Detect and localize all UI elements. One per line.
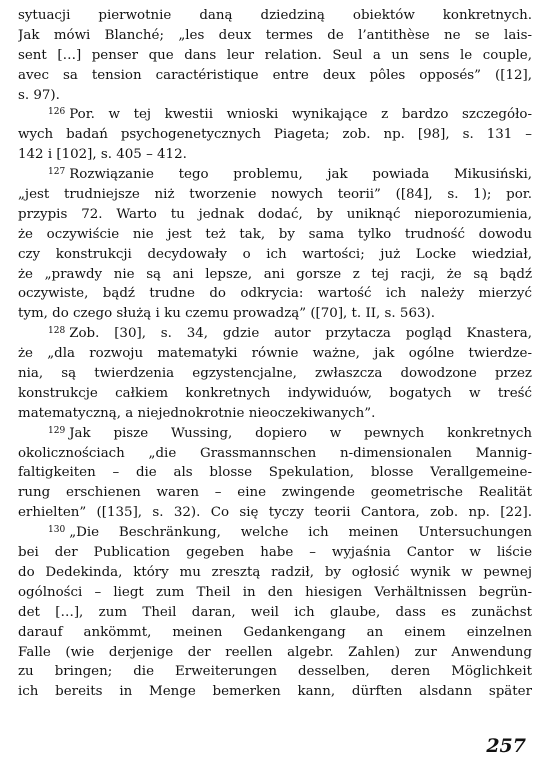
text-line: 142 i [102], s. 405 – 412. bbox=[18, 147, 187, 163]
footnote-first-line bbox=[18, 324, 532, 344]
text-line: że oczywiście nie jest też tak, by sama tylko trudność dowodu bbox=[18, 226, 532, 242]
text-line: faltigkeiten – die als blosse Spekulation, blosse Verallgemeine- bbox=[18, 465, 532, 481]
text-line: tym, do czego służą i ku czemu prowadzą” ([70], t. II, s. 563). bbox=[18, 306, 435, 322]
text-line: sytuacji pierwotnie daną dziedziną obiektów konkretnych. bbox=[18, 8, 532, 23]
paragraph-continuation bbox=[18, 6, 532, 105]
text-line: konstrukcje całkiem konkretnych indywiduów, bogatych w treść bbox=[18, 385, 532, 401]
text-line: „Die Beschränkung, welche ich meinen Untersuchungen bbox=[69, 525, 532, 541]
footnote-number: 126 bbox=[48, 107, 66, 118]
text-line: rung erschienen waren – eine zwingende geometrische Realität bbox=[18, 485, 532, 501]
footnote-127 bbox=[18, 165, 532, 324]
footnote-first-line bbox=[18, 165, 532, 185]
page-number: 257 bbox=[486, 735, 526, 757]
text-line: sent […] penser que dans leur relation. Seul a un sens le couple, bbox=[18, 47, 532, 63]
text-line: avec sa tension caractéristique entre deux pôles opposés” ([12], bbox=[18, 67, 532, 83]
footnote-first-line bbox=[18, 105, 532, 125]
text-line: oczywiste, bądź trudne do odkrycia: wartość ich należy mierzyć bbox=[18, 286, 532, 302]
text-line: że „dla rozwoju matematyki równie ważne, jak ogólne twierdze- bbox=[18, 346, 532, 362]
body-text bbox=[18, 6, 532, 702]
text-line: erhielten” ([135], s. 32). Co się tyczy teorii Cantora, zob. np. [22]. bbox=[18, 505, 532, 521]
text-line: Jak mówi Blanché; „les deux termes de l’antithèse ne se lais- bbox=[18, 27, 532, 43]
text-line: Falle (wie derjenige der reellen algebr. Zahlen) zur Anwendung bbox=[18, 644, 532, 660]
footnote-130 bbox=[18, 523, 532, 702]
text-line: przypis 72. Warto tu jednak dodać, by uniknąć nieporozumienia, bbox=[18, 206, 532, 222]
text-line: nia, są twierdzenia egzystencjalne, zwłaszcza dowodzone przez bbox=[18, 366, 532, 382]
text-line: bei der Publication gegeben habe – wyjaśnia Cantor w liście bbox=[18, 545, 532, 561]
footnote-129 bbox=[18, 424, 532, 523]
text-line: darauf ankömmt, meinen Gedankengang an einem einzelnen bbox=[18, 624, 532, 640]
text-line: ogólności – liegt zum Theil in den hiesigen Verhältnissen begrün- bbox=[18, 584, 532, 600]
footnote-number: 128 bbox=[48, 326, 66, 337]
footnote-number: 129 bbox=[48, 425, 66, 436]
text-line: że „prawdy nie są ani lepsze, ani gorsze z tej racji, że są bądź bbox=[18, 266, 532, 282]
text-line: zu bringen; die Erweiterungen desselben, deren Möglichkeit bbox=[18, 664, 532, 680]
footnote-126 bbox=[18, 105, 532, 165]
text-line: Jak pisze Wussing, dopiero w pewnych konkretnych bbox=[69, 425, 532, 441]
text-line: do Dedekinda, który mu zresztą radził, by ogłosić wynik w pewnej bbox=[18, 564, 532, 580]
footnote-first-line bbox=[18, 523, 532, 543]
text-line: matematyczną, a niejednokrotnie nieoczekiwanych”. bbox=[18, 405, 376, 421]
text-line: okolicznościach „die Grassmannschen n-dimensionalen Mannig- bbox=[18, 445, 532, 461]
text-line: wych badań psychogenetycznych Piageta; zob. np. [98], s. 131 – bbox=[18, 127, 532, 143]
footnote-number: 130 bbox=[48, 525, 66, 536]
text-line: Por. w tej kwestii wnioski wynikające z bardzo szczegóło- bbox=[69, 107, 532, 123]
text-line: czy konstrukcji decydowały o ich wartości; już Locke wiedział, bbox=[18, 246, 532, 262]
footnote-number: 127 bbox=[48, 167, 66, 178]
text-line: Rozwiązanie tego problemu, jak powiada Mikusiński, bbox=[69, 167, 532, 183]
text-line: ich bereits in Menge bemerken kann, dürften alsdann später bbox=[18, 684, 532, 700]
text-line: det […], zum Theil daran, weil ich glaube, dass es zunächst bbox=[18, 604, 532, 620]
text-line: Zob. [30], s. 34, gdzie autor przytacza pogląd Knastera, bbox=[69, 326, 532, 342]
text-line: „jest trudniejsze niż tworzenie nowych teorii” ([84], s. 1); por. bbox=[18, 187, 532, 203]
text-line: s. 97). bbox=[18, 87, 60, 103]
footnote-128 bbox=[18, 324, 532, 423]
footnote-first-line bbox=[18, 424, 532, 444]
